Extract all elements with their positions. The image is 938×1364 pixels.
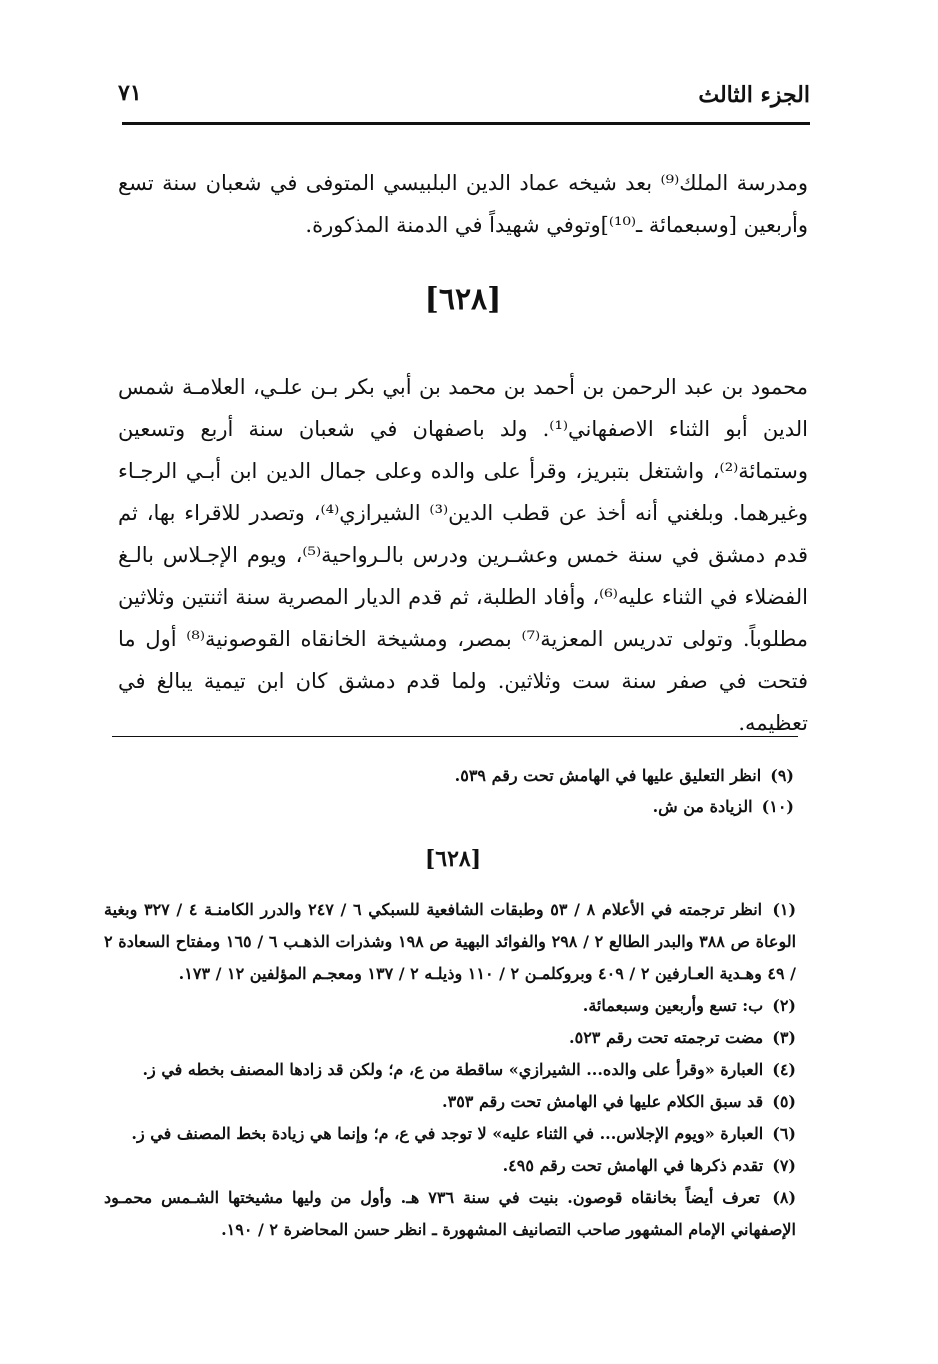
footnote-text: العبارة «ويوم الإجلاس... في الثناء عليه» لا توجد في ع، م؛ وإنما هي زيادة بخط المصنف في ز. (131, 1124, 764, 1143)
footnote-number: (٧) (772, 1156, 796, 1175)
footnote-text: قد سبق الكلام عليها في الهامش تحت رقم ٣٥٣. (442, 1092, 764, 1111)
footnote-text: الزيادة من ش. (652, 797, 753, 816)
footnote-number: (٤) (772, 1060, 796, 1079)
footnote-item (104, 1022, 796, 1054)
footnote-item (104, 1054, 796, 1086)
footnote-number: (١) (772, 900, 797, 919)
footnote-number: (١٠) (761, 797, 794, 816)
footnote-item (104, 894, 796, 990)
intro-paragraph: ومدرسة الملك⁽⁹⁾ بعد شيخه عماد الدين البلبيسي المتوفى في شعبان سنة تسع وأربعين [وسبعمائة ـ⁽¹⁰⁾]وتوفي شهيداً في الدمنة المذكورة. (118, 171, 809, 237)
footnote-text: العبارة «وقرأ على والده... الشيرازي» ساقطة من ع، م؛ ولكن قد زادها المصنف بخطه في ز. (142, 1060, 764, 1079)
footnote-item (104, 1086, 796, 1118)
footnote-number: (٩) (770, 766, 794, 785)
footnote-divider (112, 736, 798, 737)
previous-footnotes (112, 760, 794, 822)
footnote-text: تقدم ذكرها في الهامش تحت رقم ٤٩٥. (502, 1156, 764, 1175)
entry-heading: [٦٢٨] (424, 282, 502, 317)
footnote-text: ب: تسع وأربعين وسبعمائة. (582, 996, 764, 1015)
running-title: الجزء الثالث (698, 82, 810, 108)
footnote-number: (٣) (772, 1028, 796, 1047)
footnote-item (112, 791, 794, 822)
footnote-number: (٢) (772, 996, 796, 1015)
footnote-item (104, 1182, 796, 1246)
footnote-text: انظر التعليق عليها في الهامش تحت رقم ٥٣٩. (454, 766, 762, 785)
footnote-item (104, 990, 796, 1022)
entry-footnotes (104, 894, 796, 1246)
footnote-text: انظر ترجمته في الأعلام ٨ / ٥٣ وطبقات الشافعية للسبكي ٦ / ٢٤٧ والدرر الكامنـة ٤ / ٣٢٧ وبغية الوعاة ص ٣٨٨ والبدر الطالع ٢ / ٢٩٨ والفوائد البهية ص ١٩٨ وشذرات الذهـب ٦ / ١٦٥ ومفتاح السعادة ٢ / ٤٩ وهـدية العـارفين ٢ / ٤٠٩ وبروكلمـن ٢ / ١١٠ وذيلـه ٢ / ١٣٧ ومعجـم المؤلفين ١٢ / ١٧٣. (104, 900, 797, 983)
header-rule (122, 122, 810, 125)
footnote-item (104, 1150, 796, 1182)
footnote-text: مضت ترجمته تحت رقم ٥٢٣. (569, 1028, 764, 1047)
footnote-number: (٨) (772, 1188, 797, 1207)
entry-body: محمود بن عبد الرحمن بن أحمد بن محمد بن أبي بكر بـن علـي، العلامـة شمس الدين أبو الثناء الاصفهاني⁽¹⁾. ولد باصفهان في شعبان سنة أربع وتسعين وستمائة⁽²⁾، واشتغل بتبريز، وقرأ على والده وعلى جمال الدين ابن أبـي الرجـاء وغيرهما. وبلغني أنه أخذ عن قطب الدين⁽³⁾ الشيرازي⁽⁴⁾، وتصدر للاقراء بها، ثم قدم دمشق في سنة خمس وعشـرين ودرس بالـرواحية⁽⁵⁾، ويوم الإجـلاس بالـغ الفضلاء في الثناء عليه⁽⁶⁾، وأفاد الطلبة، ثم قدم الديار المصرية سنة اثنتين وثلاثين مطلوباً. وتولى تدريس المعزية⁽⁷⁾ بمصر، ومشيخة الخانقاه القوصونية⁽⁸⁾ أول ما فتحت في صفر سنة ست وثلاثين. ولما قدم دمشق كان ابن تيمية يبالغ في تعظيمه. (118, 375, 809, 735)
page-header (118, 74, 810, 122)
footnote-number: (٥) (772, 1092, 796, 1111)
footnote-item (112, 760, 794, 791)
footnote-item (104, 1118, 796, 1150)
footnote-number: (٦) (772, 1124, 796, 1143)
footnotes-heading: [٦٢٨] (424, 846, 482, 872)
page-number: ٧١ (118, 80, 142, 106)
footnote-text: تعرف أيضاً بخانقاه قوصون. بنيت في سنة ٧٣٦ هـ. وأول من وليها مشيختها الشـمس محمـود الإصفهاني الإمام المشهور صاحب التصانيف المشهورة ـ انظر حسن المحاضرة ٢ / ١٩٠. (104, 1188, 796, 1239)
